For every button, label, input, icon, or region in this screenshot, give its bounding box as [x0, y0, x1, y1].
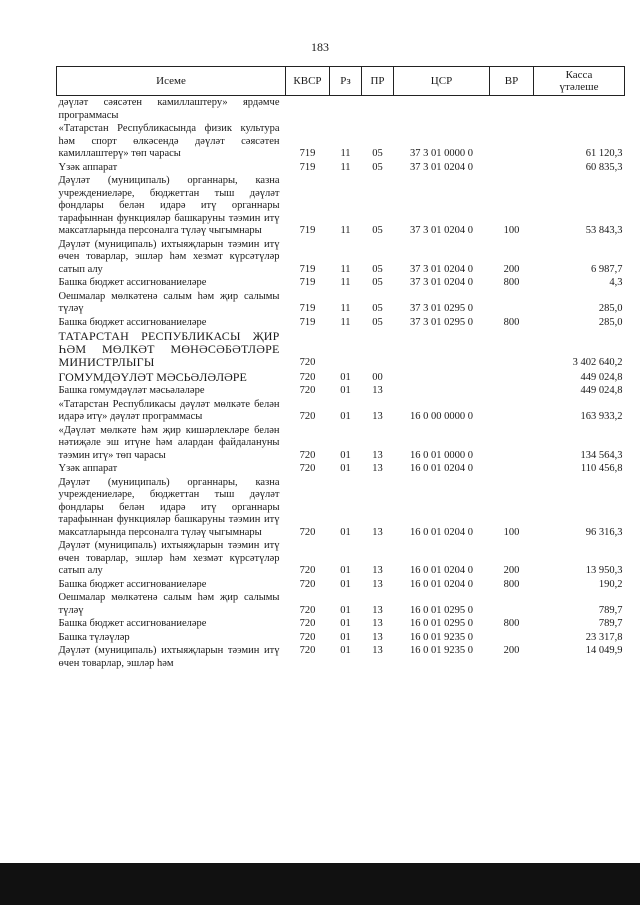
table-cell-rz: 01: [340, 449, 351, 461]
table-row: [57, 617, 625, 631]
header-csr: ЦСР: [394, 67, 490, 96]
table-cell-name: ТАТАРСТАН РЕСПУБЛИКАСЫ ҖИР ҺӘМ МӨЛКӘТ МӨНӘСӘБӘТЛӘРЕ МИНИСТРЛЫГЫ: [58, 329, 280, 369]
table-cell-kvsr: 720: [299, 463, 316, 474]
table-cell-pr: 05: [372, 225, 383, 236]
table-cell-rz: 11: [340, 161, 351, 173]
table-cell-csr: 37 3 01 0204 0: [410, 161, 473, 173]
table-cell-amount: 449 024,8: [580, 371, 623, 383]
table-row: [57, 369, 625, 384]
table-cell-csr: 16 0 01 9235 0: [410, 631, 473, 643]
table-cell-pr: 05: [372, 277, 383, 288]
table-cell-name: Башка бюджет ассигнованиеләре: [58, 316, 207, 328]
header-vr: ВР: [490, 67, 534, 96]
table-cell-vr: 100: [503, 526, 520, 538]
table-row: [57, 644, 625, 670]
table-cell-pr: 05: [372, 316, 383, 328]
table-cell-vr: 100: [503, 225, 520, 236]
table-cell-rz: 11: [340, 303, 351, 314]
table-cell-name: Дәүләт (муниципаль) ихтыяҗларын тәэмин итү өчен товарлар, эшләр һәм: [58, 645, 280, 669]
table-cell-csr: 37 3 01 0295 0: [410, 316, 473, 328]
table-cell-rz: 11: [340, 277, 351, 288]
table-row: [57, 424, 625, 463]
table-cell-amount: 285,0: [598, 316, 623, 328]
table-cell-name: Үзәк аппарат: [58, 161, 118, 173]
table-cell-name: Оешмалар мөлкәтенә салым һәм җир салымы түләү: [58, 290, 280, 314]
table-cell-csr: [394, 384, 490, 398]
table-cell-name: «Дәүләт мөлкәте һәм җир кишәрлекләре белән нәтиҗәле эш итүне һәм алардан файдалануны тәэмин итү» төп чарасы: [58, 424, 280, 461]
table-cell-rz: 01: [340, 618, 351, 629]
table-row: [57, 539, 625, 578]
table-cell-csr: 37 3 01 0000 0: [410, 148, 473, 159]
table-cell-vr: [490, 631, 534, 645]
table-cell-pr: 13: [372, 578, 383, 590]
table-cell-pr: 00: [372, 371, 383, 383]
table-cell-vr: 200: [503, 263, 520, 275]
table-cell-kvsr: 720: [299, 526, 316, 538]
table-cell-csr: 16 0 01 0295 0: [410, 604, 473, 616]
table-cell-pr: 13: [372, 449, 383, 461]
table-cell-rz: 01: [340, 411, 351, 422]
table-row: [57, 329, 625, 369]
header-amount: [534, 67, 625, 96]
table-cell-name: Башка түләүләр: [58, 631, 130, 643]
table-cell-amount: 3 402 640,2: [572, 356, 623, 368]
table-cell-rz: 01: [340, 385, 351, 396]
table-cell-vr: [490, 122, 534, 161]
table-cell-name: Дәүләт (муниципаль) органнары, казна учреждениеләре, бюджеттан тыш дәүләт фондлары белән идарә итү органнары тарафыннан функцияләр башкаруны тәэмин итү максатларында персоналга түләү чыгымнары: [58, 175, 280, 236]
table-row: [57, 631, 625, 645]
table-cell-kvsr: 720: [299, 371, 316, 383]
table-cell-pr: 13: [372, 411, 383, 422]
table-row: [57, 476, 625, 540]
table-cell-pr: 13: [372, 631, 383, 643]
table-cell-csr: 16 0 01 9235 0: [410, 645, 473, 656]
table-cell-vr: [490, 462, 534, 476]
table-cell-rz: 01: [340, 631, 351, 643]
table-cell-amount: 6 987,7: [591, 263, 623, 275]
table-cell-pr: [362, 96, 394, 123]
table-cell-pr: 13: [372, 645, 383, 656]
table-cell-kvsr: 719: [299, 316, 316, 328]
table-cell-vr: [490, 591, 534, 617]
table-cell-amount: 163 933,2: [580, 411, 623, 422]
table-cell-amount: 190,2: [598, 578, 623, 590]
table-cell-rz: 11: [340, 263, 351, 275]
table-cell-amount: 61 120,3: [585, 148, 623, 159]
table-cell-csr: 37 3 01 0204 0: [410, 225, 473, 236]
table-cell-pr: 13: [372, 385, 383, 396]
table-cell-kvsr: 719: [299, 303, 316, 314]
table-cell-csr: 37 3 01 0204 0: [410, 277, 473, 288]
table-cell-csr: 16 0 01 0295 0: [410, 618, 473, 629]
table-cell-rz: 11: [340, 148, 351, 159]
table-cell-kvsr: 719: [299, 263, 316, 275]
table-cell-amount: 60 835,3: [585, 161, 623, 173]
table-cell-name: Башка бюджет ассигнованиеләре: [58, 578, 207, 590]
table-cell-amount: 449 024,8: [580, 385, 623, 396]
table-cell-name: ГОМУМДӘҮЛӘТ МӘСЬӘЛӘЛӘРЕ: [58, 370, 247, 384]
table-cell-rz: 01: [340, 578, 351, 590]
table-cell-csr: 16 0 01 0204 0: [410, 463, 473, 474]
table-cell-kvsr: [286, 96, 330, 123]
table-cell-csr: 16 0 01 0204 0: [410, 526, 473, 538]
table-cell-csr: 16 0 01 0204 0: [410, 578, 473, 590]
table-cell-rz: 01: [340, 604, 351, 616]
table-cell-name: Оешмалар мөлкәтенә салым һәм җир салымы түләү: [58, 592, 280, 616]
table-row: [57, 591, 625, 617]
table-row: [57, 96, 625, 123]
table-row: [57, 161, 625, 175]
table-row: [57, 398, 625, 424]
table-cell-kvsr: 719: [299, 161, 316, 173]
table-cell-kvsr: 719: [299, 225, 316, 236]
table-cell-kvsr: 720: [299, 356, 316, 368]
table-cell-kvsr: 720: [299, 631, 316, 643]
table-cell-amount: 285,0: [598, 303, 623, 314]
table-row: [57, 276, 625, 290]
table-cell-kvsr: 720: [299, 578, 316, 590]
table-cell-kvsr: 720: [299, 645, 316, 656]
table-cell-vr: [490, 96, 534, 123]
table-cell-kvsr: 720: [299, 411, 316, 422]
table-cell-rz: 01: [340, 371, 351, 383]
table-cell-vr: [490, 161, 534, 175]
table-cell-name: Үзәк аппарат: [58, 463, 118, 474]
table-row: [57, 290, 625, 316]
table-cell-vr: [490, 424, 534, 463]
table-cell-amount: 14 049,9: [585, 645, 623, 656]
table-cell-amount: 789,7: [598, 604, 623, 616]
table-cell-vr: 800: [503, 316, 520, 328]
table-cell-name: Дәүләт (муниципаль) ихтыяҗларын тәэмин итү өчен товарлар, эшләр һәм хезмәт күрсәтүләр сатып алу: [58, 540, 280, 576]
table-cell-pr: 05: [372, 148, 383, 159]
table-cell-rz: 01: [340, 526, 351, 538]
table-cell-kvsr: 719: [299, 148, 316, 159]
header-kvsr: КВСР: [286, 67, 330, 96]
table-cell-vr: 200: [503, 645, 520, 656]
header-pr: ПР: [362, 67, 394, 96]
table-header-row: [57, 67, 625, 96]
table-cell-vr: [490, 369, 534, 384]
table-cell-name: Башка бюджет ассигнованиеләре: [58, 618, 207, 629]
header-rz: Рз: [330, 67, 362, 96]
table-cell-vr: 200: [503, 565, 520, 576]
table-cell-csr: 16 0 01 0000 0: [410, 449, 473, 461]
table-cell-pr: 13: [372, 565, 383, 576]
table-cell-kvsr: 720: [299, 618, 316, 629]
table-cell-amount: 53 843,3: [585, 225, 623, 236]
table-cell-pr: 13: [372, 463, 383, 474]
table-cell-vr: 800: [503, 578, 520, 590]
table-row: [57, 384, 625, 398]
table-cell-vr: [490, 384, 534, 398]
table-row: [57, 174, 625, 238]
table-cell-kvsr: 720: [299, 385, 316, 396]
table-cell-kvsr: 720: [299, 449, 316, 461]
table-cell-name: Башка гомумдәүләт мәсьәләләре: [58, 385, 205, 396]
table-cell-kvsr: 720: [299, 604, 316, 616]
table-cell-pr: 13: [372, 618, 383, 629]
table-cell-csr: 37 3 01 0295 0: [410, 303, 473, 314]
table-cell-pr: [362, 329, 394, 369]
table-cell-csr: 16 0 01 0204 0: [410, 565, 473, 576]
table-cell-vr: [490, 329, 534, 369]
table-cell-name: дәүләт сәясәтен камиллаштеру» ярдәмче программасы: [58, 97, 280, 121]
table-cell-vr: 800: [503, 618, 520, 629]
scan-bottom-edge: [0, 863, 640, 905]
table-row: [57, 122, 625, 161]
table-cell-amount: [534, 96, 625, 123]
table-cell-csr: [394, 369, 490, 384]
table-cell-amount: 23 317,8: [585, 631, 623, 643]
table-cell-rz: 11: [340, 316, 351, 328]
table-cell-name: Дәүләт (муниципаль) органнары, казна учреждениеләре, бюджеттан тыш дәүләт фондлары белән идарә итү органнары тарафыннан функцияләр башкаруны тәэмин итү максатларында персоналга түләү чыгымнары: [58, 476, 280, 538]
table-cell-rz: [330, 329, 362, 369]
table-cell-amount: 96 316,3: [585, 526, 623, 538]
table-cell-vr: [490, 398, 534, 424]
table-cell-kvsr: 720: [299, 565, 316, 576]
page-number: 183: [311, 40, 329, 54]
table-cell-name: «Татарстан Республикасында физик культура һәм спорт өлкәсендә дәүләт сәясәтен камиллаштерү» төп чарасы: [58, 123, 280, 159]
table-cell-pr: 13: [372, 526, 383, 538]
table-cell-rz: 01: [340, 463, 351, 474]
table-row: [57, 316, 625, 330]
table-cell-amount: 134 564,3: [580, 449, 623, 461]
table-cell-pr: 13: [372, 604, 383, 616]
header-amount-line2: үтәлеше: [559, 81, 599, 93]
table-cell-name: «Татарстан Республикасы дәүләт мөлкәте белән идарә итү» дәүләт программасы: [58, 398, 280, 422]
table-cell-amount: 110 456,8: [580, 463, 623, 474]
table-body: [57, 96, 625, 671]
table-cell-rz: 01: [340, 645, 351, 656]
table-cell-amount: 789,7: [598, 618, 623, 629]
table-cell-pr: 05: [372, 303, 383, 314]
table-cell-kvsr: 719: [299, 277, 316, 288]
table-cell-csr: [394, 329, 490, 369]
table-cell-name: Дәүләт (муниципаль) ихтыяҗларын тәэмин итү өчен товарлар, эшләр һәм хезмәт күрсәтүләр сатып алу: [58, 238, 280, 275]
table-cell-name: Башка бюджет ассигнованиеләре: [58, 277, 207, 288]
table-cell-csr: 16 0 00 0000 0: [410, 411, 473, 422]
table-cell-csr: 37 3 01 0204 0: [410, 263, 473, 275]
table-row: [57, 462, 625, 476]
table-cell-vr: 800: [503, 277, 520, 288]
table-cell-csr: [394, 96, 490, 123]
table-cell-rz: [330, 96, 362, 123]
header-amount-line1: Касса: [565, 69, 593, 81]
header-name: Исеме: [57, 67, 286, 96]
table-cell-pr: 05: [372, 161, 383, 173]
budget-table: [56, 66, 625, 670]
table-row: [57, 238, 625, 277]
table-cell-vr: [490, 290, 534, 316]
table-row: [57, 578, 625, 592]
table-cell-pr: 05: [372, 263, 383, 275]
table-cell-amount: 4,3: [609, 277, 623, 288]
table-cell-amount: 13 950,3: [585, 565, 623, 576]
table-cell-rz: 01: [340, 565, 351, 576]
table-cell-rz: 11: [340, 225, 351, 236]
